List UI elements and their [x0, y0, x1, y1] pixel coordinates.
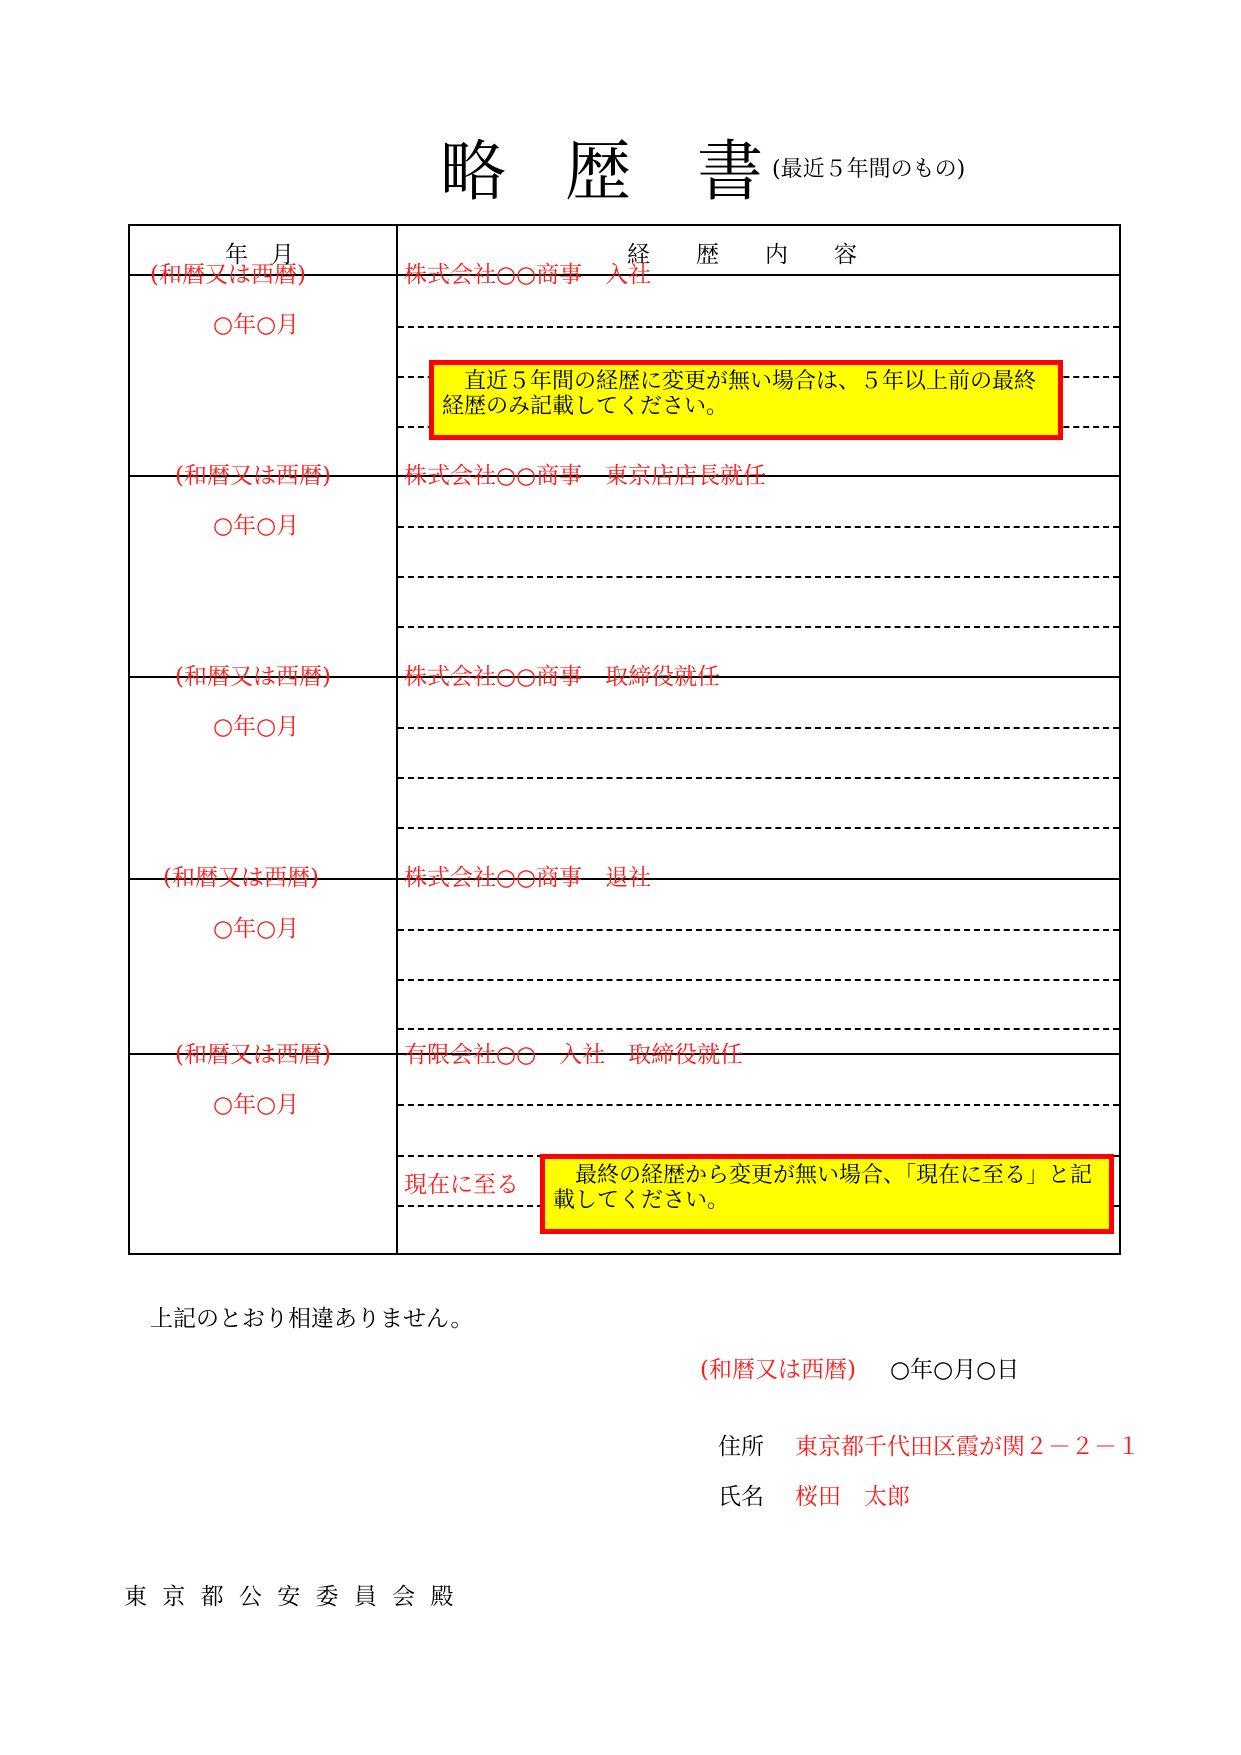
address-label: 住所 [718, 1434, 764, 1460]
title-char-2: 歴 [565, 133, 631, 210]
career-table [128, 224, 1121, 1255]
row-current-status: 現在に至る [404, 1166, 519, 1199]
title-char-3: 書 [697, 133, 763, 210]
row-era: (和暦又は西暦) [175, 463, 331, 489]
declaration-text: 上記のとおり相違ありません。 [150, 1306, 474, 1332]
row-date: ○年○月 [213, 513, 300, 539]
row-date: ○年○月 [213, 714, 300, 740]
header-date: 年 月 [225, 242, 294, 268]
name-label: 氏名 [718, 1484, 764, 1510]
row-era: (和暦又は西暦) [175, 1042, 331, 1068]
row-content: 株式会社○○商事 取締役就任 [404, 664, 721, 690]
row-content: 株式会社○○商事 退社 [404, 865, 652, 891]
addressee: 東 京 都 公 安 委 員 会 殿 [124, 1584, 458, 1610]
sign-date-era: (和暦又は西暦) [700, 1357, 856, 1383]
row-content: 株式会社○○商事 東京店店長就任 [404, 463, 767, 489]
title-subtitle: (最近５年間のもの) [772, 157, 966, 182]
row-date: ○年○月 [213, 1092, 300, 1118]
title-char-1: 略 [440, 133, 506, 210]
row-content: 株式会社○○商事 入社 [404, 262, 652, 288]
address-value: 東京都千代田区霞が関２－２－１ [795, 1434, 1140, 1460]
row-era: (和暦又は西暦) [163, 865, 319, 891]
header-content: 経 歴 内 容 [627, 242, 857, 268]
row-era: (和暦又は西暦) [175, 664, 331, 690]
note-callout: 直近５年間の経歴に変更が無い場合は、５年以上前の最終経歴のみ記載してください。 [429, 360, 1063, 440]
row-date: ○年○月 [213, 312, 300, 338]
sign-date: ○年○月○日 [890, 1357, 1020, 1383]
row-date: ○年○月 [213, 916, 300, 942]
row-era: (和暦又は西暦) [150, 262, 306, 288]
name-value: 桜田 太郎 [795, 1484, 910, 1510]
note-callout: 最終の経歴から変更が無い場合、「現在に至る」と記載してください。 [540, 1154, 1114, 1234]
row-content: 有限会社○○ 入社 取締役就任 [404, 1042, 744, 1068]
